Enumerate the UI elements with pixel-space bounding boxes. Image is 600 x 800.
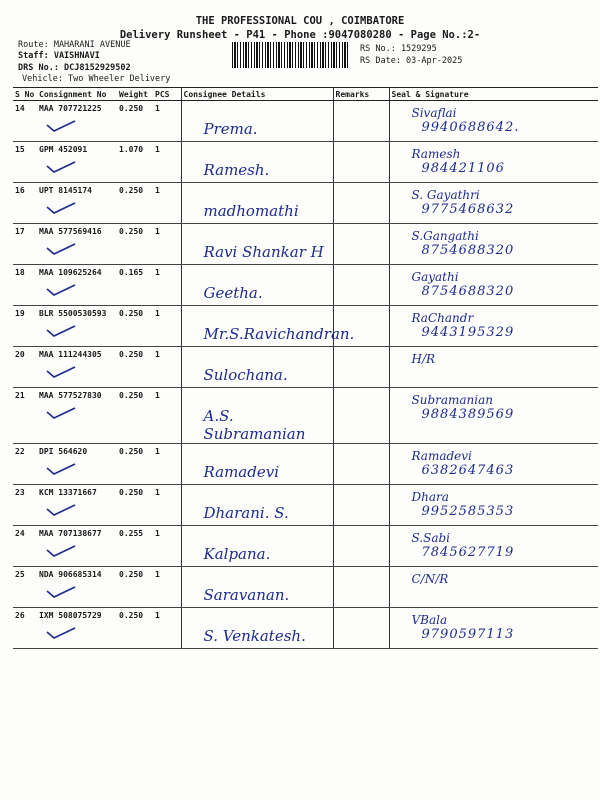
signature-phone: 9775468632 (421, 202, 515, 217)
row-consignee (181, 567, 333, 608)
staff-label: Staff: VAISHNAVI (18, 51, 100, 61)
row-weight: 0.250 (117, 388, 153, 444)
row-signature (389, 526, 598, 567)
row-sno: 21 (13, 388, 37, 444)
row-remarks (333, 224, 389, 265)
row-weight: 0.250 (117, 224, 153, 265)
row-remarks (333, 142, 389, 183)
row-consignee (181, 608, 333, 649)
row-remarks (333, 526, 389, 567)
row-consignee (181, 444, 333, 485)
row-sno: 17 (13, 224, 37, 265)
row-consignment (37, 183, 117, 224)
signature: S. Gayathri (411, 188, 480, 202)
row-consignment (37, 347, 117, 388)
row-sno: 16 (13, 183, 37, 224)
consignment-no: MAA 707138677 (39, 529, 102, 538)
consignee-name: Dharani. S. (203, 504, 289, 522)
row-remarks (333, 388, 389, 444)
table-row (13, 101, 598, 142)
signature-phone: 9790597113 (421, 627, 515, 642)
signature-phone: 6382647463 (421, 463, 515, 478)
consignee-name: Kalpana. (203, 545, 271, 563)
check-mark-icon (39, 324, 79, 338)
col-consignment: Consignment No (37, 88, 117, 101)
table-row (13, 526, 598, 567)
row-consignee (181, 306, 355, 347)
signature: C/N/R (411, 572, 449, 586)
row-signature (389, 265, 598, 306)
row-consignee (181, 224, 333, 265)
consignment-no: MAA 111244305 (39, 350, 102, 359)
signature: H/R (411, 352, 436, 366)
row-signature (389, 183, 598, 224)
check-mark-icon (39, 201, 79, 215)
row-weight: 0.250 (117, 347, 153, 388)
check-mark-icon (39, 544, 79, 558)
check-mark-icon (39, 242, 79, 256)
row-pcs: 1 (153, 265, 181, 306)
check-mark-icon (39, 626, 79, 640)
row-sno: 19 (13, 306, 37, 347)
row-sno: 20 (13, 347, 37, 388)
consignee-name: madhomathi (203, 202, 299, 220)
signature: Gayathi (411, 270, 459, 284)
consignment-no: MAA 577569416 (39, 227, 102, 236)
row-consignee (181, 265, 333, 306)
row-sno: 23 (13, 485, 37, 526)
table-row (13, 567, 598, 608)
rs-number: RS No.: 1529295 (360, 44, 437, 54)
row-remarks (333, 444, 389, 485)
signature-phone: 7845627719 (421, 545, 515, 560)
row-consignment (37, 444, 117, 485)
consignee-name: Ravi Shankar H (203, 243, 324, 261)
row-pcs: 1 (153, 567, 181, 608)
row-signature (389, 485, 598, 526)
row-weight: 0.250 (117, 444, 153, 485)
row-consignment (37, 608, 117, 649)
table-row (13, 224, 598, 265)
row-signature (389, 608, 598, 649)
consignee-name: S. Venkatesh. (203, 627, 306, 645)
row-pcs: 1 (153, 347, 181, 388)
row-consignee (181, 347, 333, 388)
col-remarks: Remarks (333, 88, 389, 101)
signature: Subramanian (411, 393, 494, 407)
consignment-no: DPI 564620 (39, 447, 88, 456)
runsheet-title: Delivery Runsheet - P41 - Phone :9047080280 - Page No.:2- (119, 29, 481, 41)
row-signature (389, 101, 598, 142)
row-signature (389, 347, 598, 388)
table-body (13, 101, 598, 649)
signature: Dhara (411, 490, 449, 504)
table-row (13, 608, 598, 649)
row-signature (389, 306, 598, 347)
consignee-name: Sulochana. (203, 366, 288, 384)
route-label: Route: MAHARANI AVENUE (18, 40, 131, 50)
row-pcs: 1 (153, 485, 181, 526)
row-pcs: 1 (153, 101, 181, 142)
consignment-no: MAA 707721225 (39, 104, 102, 113)
signature-phone: 9952585353 (421, 504, 515, 519)
signature: S.Gangathi (411, 229, 479, 243)
consignee-name: Ramesh. (203, 161, 270, 179)
row-signature (389, 444, 598, 485)
check-mark-icon (39, 365, 79, 379)
consignment-no: KCM 13371667 (39, 488, 97, 497)
row-consignee (181, 485, 333, 526)
signature-phone: 8754688320 (421, 243, 515, 258)
row-consignment (37, 567, 117, 608)
row-weight: 0.250 (117, 485, 153, 526)
rs-date: RS Date: 03-Apr-2025 (360, 56, 463, 66)
row-pcs: 1 (153, 142, 181, 183)
row-weight: 0.255 (117, 526, 153, 567)
row-consignee (181, 101, 333, 142)
col-pcs: PCS (153, 88, 181, 101)
check-mark-icon (39, 160, 79, 174)
row-consignment (37, 485, 117, 526)
row-weight: 0.250 (117, 101, 153, 142)
table-header-row (13, 88, 598, 101)
signature-phone: 9443195329 (421, 325, 515, 340)
signature: Ramesh (411, 147, 461, 161)
table-row (13, 183, 598, 224)
row-pcs: 1 (153, 608, 181, 649)
row-sno: 15 (13, 142, 37, 183)
row-remarks (333, 265, 389, 306)
row-remarks (333, 101, 389, 142)
consignment-no: NDA 906685314 (39, 570, 102, 579)
runsheet-table (13, 87, 598, 649)
row-pcs: 1 (153, 306, 181, 347)
row-remarks (333, 347, 389, 388)
row-consignment (37, 142, 117, 183)
row-sno: 18 (13, 265, 37, 306)
vehicle-label: Vehicle: Two Wheeler Delivery (22, 74, 171, 84)
consignment-no: MAA 577527830 (39, 391, 102, 400)
table-row (13, 388, 598, 444)
signature: Sivaflai (411, 106, 457, 120)
col-weight: Weight (117, 88, 153, 101)
row-pcs: 1 (153, 526, 181, 567)
check-mark-icon (39, 283, 79, 297)
row-pcs: 1 (153, 183, 181, 224)
row-remarks (333, 485, 389, 526)
check-mark-icon (39, 585, 79, 599)
table-row (13, 485, 598, 526)
row-consignee (181, 142, 333, 183)
row-weight: 0.165 (117, 265, 153, 306)
row-pcs: 1 (153, 224, 181, 265)
consignee-name: Mr.S.Ravichandran. (203, 325, 355, 343)
row-sno: 14 (13, 101, 37, 142)
row-consignment (37, 224, 117, 265)
signature-phone: 9884389569 (421, 407, 515, 422)
drs-label: DRS No.: DCJ8152929502 (18, 63, 131, 73)
row-sno: 22 (13, 444, 37, 485)
col-signature: Seal & Signature (389, 88, 598, 101)
consignee-name: Ramadevi (203, 463, 279, 481)
signature-phone: 9940688642. (421, 120, 520, 135)
table-row (13, 306, 598, 347)
row-consignment (37, 101, 117, 142)
row-consignment (37, 306, 117, 347)
signature: Ramadevi (411, 449, 472, 463)
consignee-name: Saravanan. (203, 586, 290, 604)
row-signature (389, 142, 598, 183)
row-sno: 25 (13, 567, 37, 608)
row-weight: 0.250 (117, 567, 153, 608)
row-consignment (37, 526, 117, 567)
table-row (13, 444, 598, 485)
consignee-name: Prema. (203, 120, 258, 138)
row-weight: 0.250 (117, 183, 153, 224)
row-consignee (181, 388, 333, 444)
consignment-no: UPT 8145174 (39, 186, 92, 195)
row-sno: 26 (13, 608, 37, 649)
row-sno: 24 (13, 526, 37, 567)
table-row (13, 265, 598, 306)
consignment-no: IXM 508075729 (39, 611, 102, 620)
row-weight: 1.070 (117, 142, 153, 183)
row-consignment (37, 265, 117, 306)
consignment-no: MAA 109625264 (39, 268, 102, 277)
row-signature (389, 388, 598, 444)
signature: VBala (411, 613, 448, 627)
row-consignee (181, 183, 333, 224)
check-mark-icon (39, 406, 79, 420)
signature: RaChandr (411, 311, 474, 325)
consignment-no: GPM 452091 (39, 145, 88, 154)
row-weight: 0.250 (117, 306, 153, 347)
row-remarks (333, 608, 389, 649)
row-consignee (181, 526, 333, 567)
row-signature (389, 224, 598, 265)
consignee-name: Geetha. (203, 284, 263, 302)
table-row (13, 142, 598, 183)
row-pcs: 1 (153, 388, 181, 444)
check-mark-icon (39, 119, 79, 133)
row-signature (389, 567, 598, 608)
row-consignment (37, 388, 117, 444)
col-sno: S No (13, 88, 37, 101)
check-mark-icon (39, 503, 79, 517)
check-mark-icon (39, 462, 79, 476)
consignment-no: BLR 5500530593 (39, 309, 107, 318)
signature: S.Sabi (411, 531, 451, 545)
company-header: THE PROFESSIONAL COU , COIMBATORE (195, 15, 405, 27)
signature-phone: 984421106 (421, 161, 505, 176)
col-consignee: Consignee Details (181, 88, 333, 101)
table-row (13, 347, 598, 388)
signature-phone: 8754688320 (421, 284, 515, 299)
row-weight: 0.250 (117, 608, 153, 649)
row-pcs: 1 (153, 444, 181, 485)
barcode (232, 42, 350, 68)
consignee-name: A.S. Subramanian (203, 407, 306, 443)
row-remarks (333, 183, 389, 224)
row-remarks (333, 567, 389, 608)
